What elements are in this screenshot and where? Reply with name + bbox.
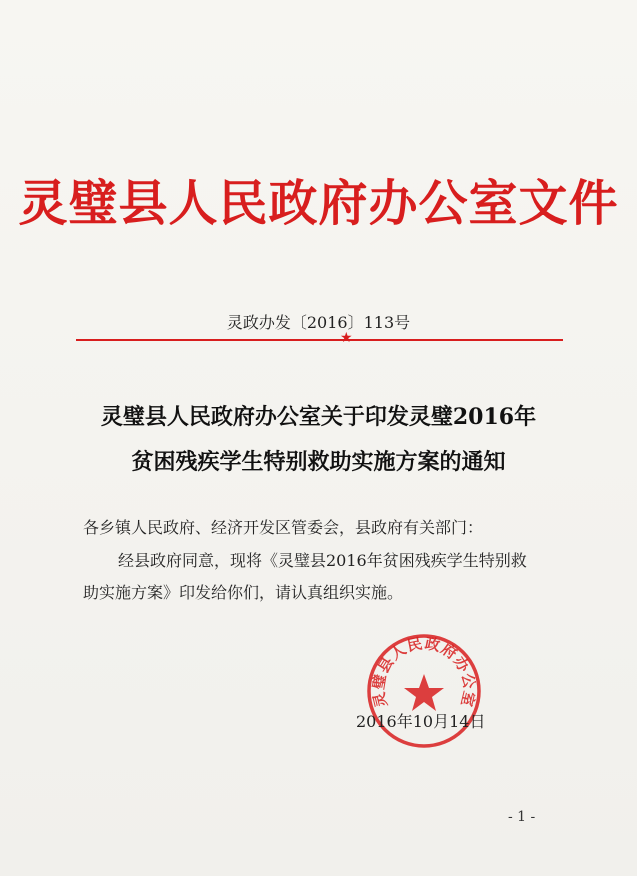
star-icon: ★ (340, 330, 353, 346)
body-paragraph-line-2: 助实施方案》印发给你们，请认真组织实施。 (83, 583, 404, 602)
body-paragraph-line-1: 经县政府同意，现将《灵璧县2016年贫困残疾学生特别救 (118, 551, 527, 570)
seal-text: 灵璧县人民政府办公室 (369, 634, 479, 710)
issue-date: 2016年10月14日 (356, 712, 486, 731)
official-seal-icon (365, 632, 483, 750)
salutation: 各乡镇人民政府、经济开发区管委会，县政府有关部门： (83, 518, 484, 537)
page-number: - 1 - (508, 809, 536, 825)
red-separator-line (76, 339, 563, 341)
document-number: 灵政办发〔2016〕113号 (226, 313, 411, 332)
notice-title-line-2: 贫困残疾学生特别救助实施方案的通知 (131, 449, 506, 475)
notice-title-line-1: 灵璧县人民政府办公室关于印发灵璧2016年 (100, 404, 537, 430)
issuer-masthead: 灵璧县人民政府办公室文件 (18, 175, 619, 232)
